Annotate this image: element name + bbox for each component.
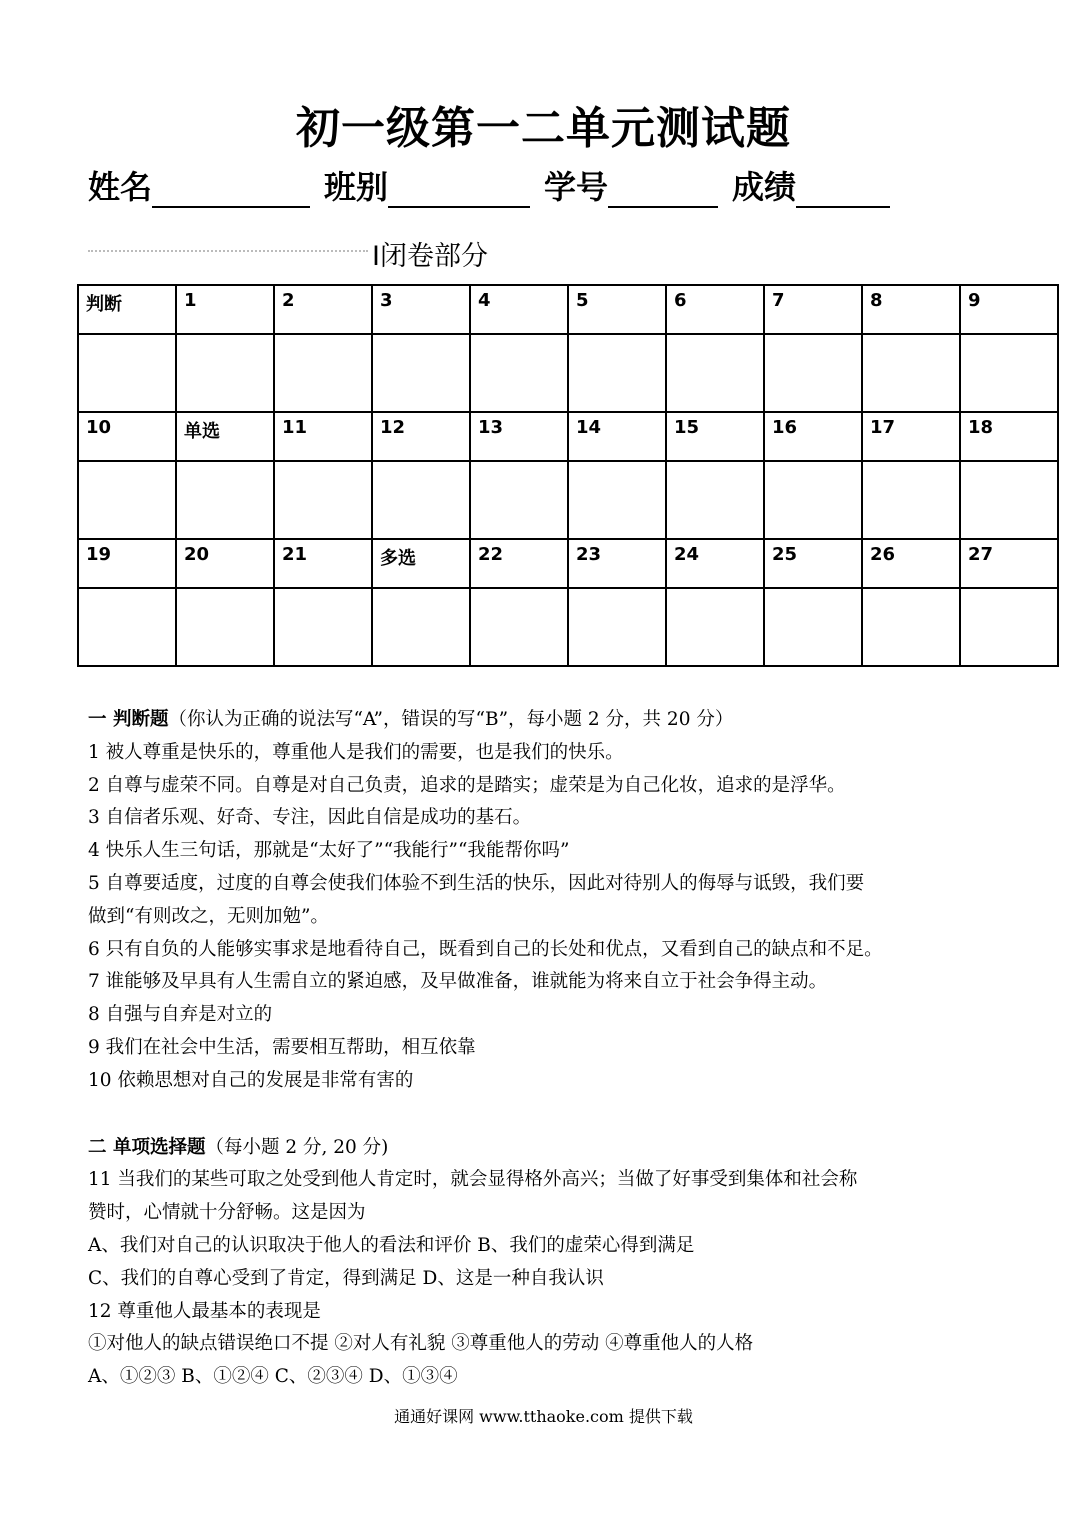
grid-number-cell: 26 — [862, 539, 960, 588]
grid-number-cell: 16 — [764, 412, 862, 461]
judgment-question-line: 8 自强与自弃是对立的 — [88, 1004, 273, 1026]
grid-answer-cell[interactable] — [764, 588, 862, 666]
grid-answer-cell[interactable] — [764, 461, 862, 539]
grid-answer-cell[interactable] — [470, 334, 568, 412]
grid-number-cell: 6 — [666, 285, 764, 334]
grid-number-row — [78, 285, 1058, 334]
grid-number-cell: 19 — [78, 539, 176, 588]
class-label: 班别 — [324, 168, 389, 206]
grid-answer-row — [78, 588, 1058, 666]
grid-number-cell: 25 — [764, 539, 862, 588]
grid-answer-cell[interactable] — [960, 588, 1058, 666]
grid-number-cell: 18 — [960, 412, 1058, 461]
grid-answer-cell[interactable] — [372, 334, 470, 412]
grid-answer-cell[interactable] — [568, 334, 666, 412]
dotted-leader — [88, 250, 368, 252]
judgment-question-line: 9 我们在社会中生活，需要相互帮助，相互依靠 — [88, 1036, 476, 1058]
choice-question-line: 11 当我们的某些可取之处受到他人肯定时，就会显得格外高兴；当做了好事受到集体和社会称 — [88, 1169, 858, 1191]
grid-number-cell: 11 — [274, 412, 372, 461]
grid-number-cell: 27 — [960, 539, 1058, 588]
part2-list — [88, 1164, 1018, 1394]
grid-answer-cell[interactable] — [666, 588, 764, 666]
class-field[interactable] — [388, 172, 530, 208]
judgment-question-line: 3 自信者乐观、好奇、专注，因此自信是成功的基石。 — [88, 807, 532, 829]
grid-answer-cell[interactable] — [862, 461, 960, 539]
part1-heading: 一 判断题 — [88, 709, 169, 730]
section-title: Ⅰ闭卷部分 — [372, 241, 488, 272]
grid-answer-row — [78, 461, 1058, 539]
grid-number-cell: 7 — [764, 285, 862, 334]
part1-note: （你认为正确的说法写“A”，错误的写“B”，每小题 2 分，共 20 分） — [168, 709, 734, 730]
grid-answer-cell[interactable] — [862, 334, 960, 412]
grid-answer-cell[interactable] — [176, 461, 274, 539]
grid-answer-cell[interactable] — [764, 334, 862, 412]
choice-question-line: 赞时，心情就十分舒畅。这是因为 — [88, 1202, 366, 1224]
grid-number-cell: 12 — [372, 412, 470, 461]
grid-answer-cell[interactable] — [568, 588, 666, 666]
grid-answer-cell[interactable] — [78, 461, 176, 539]
section-gap — [88, 1098, 1018, 1132]
grid-number-row — [78, 539, 1058, 588]
grid-number-cell: 17 — [862, 412, 960, 461]
grid-answer-cell[interactable] — [372, 461, 470, 539]
grid-number-cell: 3 — [372, 285, 470, 334]
grid-answer-cell[interactable] — [78, 334, 176, 412]
answer-grid — [77, 284, 1059, 667]
part1-header — [88, 704, 1018, 737]
grid-number-cell: 10 — [78, 412, 176, 461]
grid-answer-cell[interactable] — [960, 461, 1058, 539]
grid-number-cell: 多选 — [372, 539, 470, 588]
grid-answer-cell[interactable] — [176, 334, 274, 412]
grid-number-cell: 1 — [176, 285, 274, 334]
judgment-question-line: 2 自尊与虚荣不同。自尊是对自己负责，追求的是踏实；虚荣是为自己化妆，追求的是浮华。 — [88, 774, 846, 796]
name-label: 姓名 — [88, 168, 153, 206]
score-field[interactable] — [796, 172, 890, 208]
grid-number-cell: 9 — [960, 285, 1058, 334]
grid-answer-cell[interactable] — [78, 588, 176, 666]
grid-answer-row — [78, 334, 1058, 412]
grid-number-cell: 14 — [568, 412, 666, 461]
grid-number-cell: 15 — [666, 412, 764, 461]
grid-answer-cell[interactable] — [176, 588, 274, 666]
grid-number-row — [78, 412, 1058, 461]
grid-answer-cell[interactable] — [470, 461, 568, 539]
grid-number-cell: 21 — [274, 539, 372, 588]
judgment-question-line: 做到“有则改之，无则加勉”。 — [88, 905, 329, 927]
judgment-question-line: 7 谁能够及早具有人生需自立的紧迫感，及早做准备，谁就能为将来自立于社会争得主动。 — [88, 971, 828, 993]
question-content — [88, 704, 1018, 1394]
grid-number-cell: 24 — [666, 539, 764, 588]
grid-number-cell: 2 — [274, 285, 372, 334]
student-number-label: 学号 — [544, 168, 609, 206]
choice-question-line: ①对他人的缺点错误绝口不提 ②对人有礼貌 ③尊重他人的劳动 ④尊重他人的人格 — [88, 1333, 754, 1355]
choice-question-line: C、我们的自尊心受到了肯定，得到满足 D、这是一种自我认识 — [88, 1267, 604, 1289]
grid-answer-cell[interactable] — [666, 461, 764, 539]
grid-answer-cell[interactable] — [666, 334, 764, 412]
grid-number-cell: 4 — [470, 285, 568, 334]
grid-answer-cell[interactable] — [274, 588, 372, 666]
grid-number-cell: 13 — [470, 412, 568, 461]
part2-heading: 二 单项选择题 — [88, 1136, 206, 1158]
score-label: 成绩 — [732, 168, 797, 206]
grid-number-cell: 23 — [568, 539, 666, 588]
grid-number-cell: 单选 — [176, 412, 274, 461]
choice-question-line: A、我们对自己的认识取决于他人的看法和评价 B、我们的虚荣心得到满足 — [88, 1234, 695, 1256]
grid-number-cell: 22 — [470, 539, 568, 588]
grid-answer-cell[interactable] — [372, 588, 470, 666]
student-info-line — [88, 160, 904, 208]
grid-number-cell: 5 — [568, 285, 666, 334]
grid-answer-cell[interactable] — [862, 588, 960, 666]
grid-answer-cell[interactable] — [470, 588, 568, 666]
part1-list — [88, 737, 1018, 1098]
grid-answer-cell[interactable] — [960, 334, 1058, 412]
footer-credit: 通通好课网 www.tthaoke.com 提供下载 — [394, 1407, 693, 1426]
choice-question-line: A、①②③ B、①②④ C、②③④ D、①③④ — [88, 1366, 458, 1388]
choice-question-line: 12 尊重他人最基本的表现是 — [88, 1300, 321, 1322]
part2-header — [88, 1132, 1018, 1165]
name-field[interactable] — [152, 172, 310, 208]
grid-answer-cell[interactable] — [568, 461, 666, 539]
grid-number-cell: 判断 — [78, 285, 176, 334]
student-number-field[interactable] — [608, 172, 718, 208]
grid-number-cell: 20 — [176, 539, 274, 588]
judgment-question-line: 4 快乐人生三句话，那就是“太好了”“我能行”“我能帮你吗” — [88, 840, 570, 862]
grid-answer-cell[interactable] — [274, 334, 372, 412]
judgment-question-line: 10 依赖思想对自己的发展是非常有害的 — [88, 1069, 414, 1091]
judgment-question-line: 1 被人尊重是快乐的，尊重他人是我们的需要，也是我们的快乐。 — [88, 741, 624, 763]
judgment-question-line: 5 自尊要适度，过度的自尊会使我们体验不到生活的快乐，因此对待别人的侮辱与诋毁，我们要 — [88, 872, 865, 894]
judgment-question-line: 6 只有自负的人能够实事求是地看待自己，既看到自己的长处和优点，又看到自己的缺点和不足。 — [88, 938, 883, 960]
part2-note: （每小题 2 分, 20 分) — [205, 1136, 389, 1158]
grid-answer-cell[interactable] — [274, 461, 372, 539]
page-title: 初一级第一二单元测试题 — [296, 103, 791, 154]
grid-number-cell: 8 — [862, 285, 960, 334]
